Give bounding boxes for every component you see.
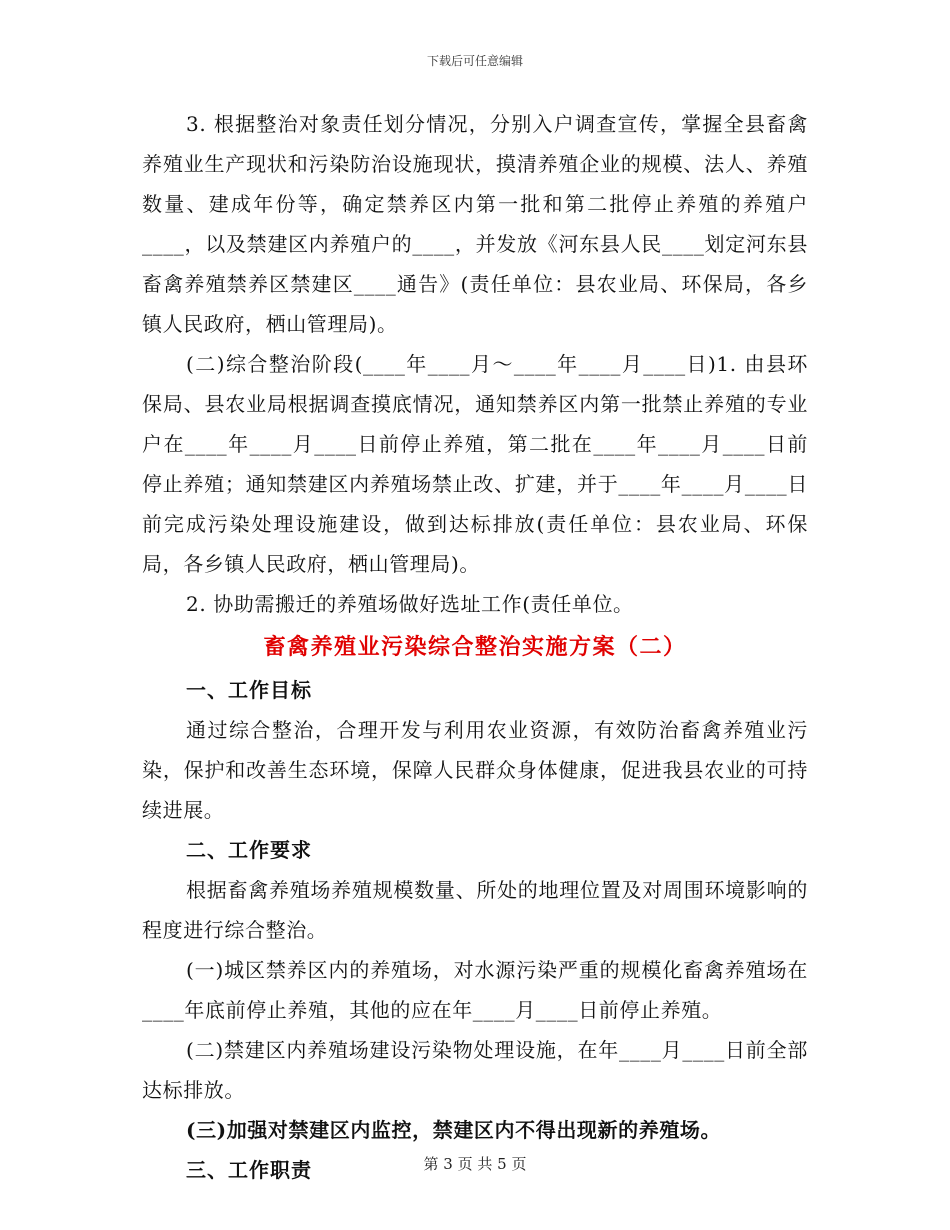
document-body [142,104,808,1190]
paragraph-requirement-1: (一)城区禁养区内的养殖场，对水源污染严重的规模化畜禽养殖场在____年底前停止养殖，其他的应在年____月____日前停止养殖。 [142,958,808,1022]
page-header: 下载后可任意编辑 [426,54,523,68]
page-footer: 第 3 页 共 5 页 [423,1155,527,1173]
heading-goals: 一、工作目标 [186,678,312,702]
heading-duties: 三、工作职责 [186,1158,312,1182]
section-title: 畜禽养殖业污染综合整治实施方案（二） [263,634,687,660]
paragraph-requirement-2: (二)禁建区内养殖场建设污染物处理设施，在年____月____日前全部达标排放。 [142,1038,808,1102]
paragraph-requirements: 根据畜禽养殖场养殖规模数量、所处的地理位置及对周围环境影响的程度进行综合整治。 [142,878,808,942]
paragraph-goals: 通过综合整治，合理开发与利用农业资源，有效防治畜禽养殖业污染，保护和改善生态环境，保障人民群众身体健康，促进我县农业的可持续进展。 [142,718,808,822]
heading-requirements: 二、工作要求 [186,838,312,862]
paragraph-step-2: 2. 协助需搬迁的养殖场做好选址工作(责任单位。 [186,592,634,616]
paragraph-requirement-3: (三)加强对禁建区内监控，禁建区内不得出现新的养殖场。 [186,1118,722,1142]
paragraph-phase-2: (二)综合整治阶段(____年____月～____年____月____日)1. 由县环保局、县农业局根据调查摸底情况，通知禁养区内第一批禁止养殖的专业户在____年____月____日前停止养殖，第二批在____年____月____日前停止养殖；通知禁建区内养殖场禁止改、扩建，并于____年____月____日前完成污染处理设施建设，做到达标排放(责任单位：县农业局、环保局，各乡镇人民政府，栖山管理局)。 [142,352,808,576]
paragraph-step-3: 3. 根据整治对象责任划分情况，分别入户调查宣传，掌握全县畜禽养殖业生产现状和污染防治设施现状，摸清养殖企业的规模、法人、养殖数量、建成年份等，确定禁养区内第一批和第二批停止养殖的养殖户____，以及禁建区内养殖户的____，并发放《河东县人民____划定河东县畜禽养殖禁养区禁建区____通告》(责任单位：县农业局、环保局，各乡镇人民政府，栖山管理局)。 [142,112,808,336]
